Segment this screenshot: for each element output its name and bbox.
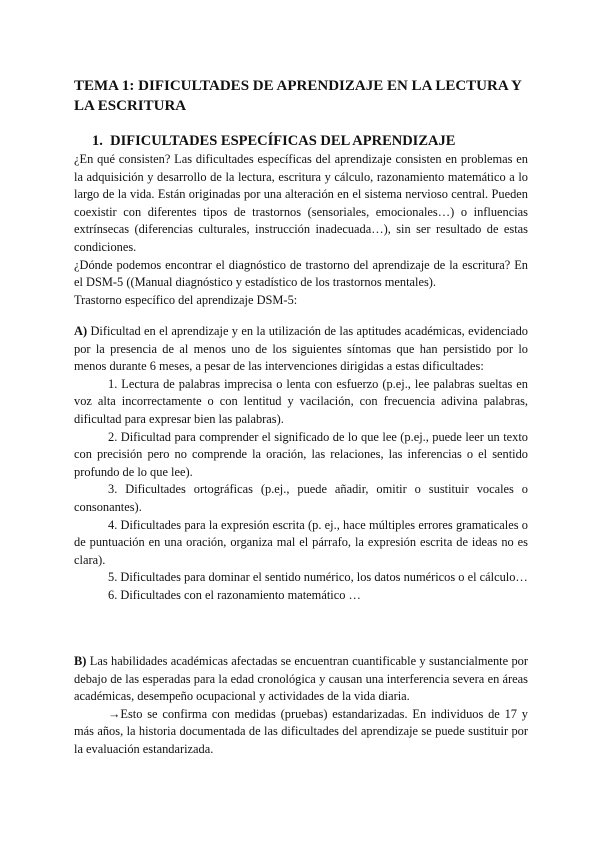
section-heading [92,132,455,150]
criterion-a-paragraph [74,323,528,376]
criterion-b-text: Las habilidades académicas afectadas se encuentran cuantificable y sustancialmente por debajo de las esperadas para la edad cronológica y causan una interferencia severa en áreas académicas, desempeño ocupacional y actividades de la vida diaria. [74,654,529,704]
list-item: 6. Dificultades con el razonamiento matemático … [108,587,361,602]
criterion-b [74,653,528,759]
criterion-b-paragraph [74,653,528,706]
list-item: 1. Lectura de palabras imprecisa o lenta con esfuerzo (p.ej., lee palabras sueltas en voz alta incorrectamente o con lentitud y vacilación, con frecuencia adivina palabras, dificultad para expresar bien las palabras). [74,376,528,426]
list-item: 3. Dificultades ortográficas (p.ej., puede añadir, omitir o sustituir vocales o consonantes). [74,482,528,514]
intro-paragraph: ¿En qué consisten? Las dificultades específicas del aprendizaje consisten en problemas en la adquisición y desarrollo de la lectura, escritura y cálculo, razonamiento matemático a lo largo de la vida. Están originadas por una alteración en el sistema nervioso central. Pueden coexistir con diferentes tipos de trastornos (sensoriales, emocionales…) o influencias extrínsecas (diferencias culturales, instrucción inadecuada…), sin ser resultado de estas condiciones. [74,152,528,254]
dsm-subtitle: Trastorno específico del aprendizaje DSM-5: [74,292,298,307]
criterion-b-label: B) [74,654,87,668]
criterion-a-text: Dificultad en el aprendizaje y en la utilización de las aptitudes académicas, evidenciado por la presencia de al menos uno de los siguientes síntomas que han persistido por lo menos durante 6 meses, a pesar de las intervenciones dirigidas a estas dificultades: [74,324,528,374]
list-item: 2. Dificultad para comprender el significado de lo que lee (p.ej., puede leer un texto con precisión pero no comprende la oración, las relaciones, las inferencias o el sentido profundo de lo que lee). [74,429,528,479]
section-number: 1. [92,133,103,149]
list-item: 4. Dificultades para la expresión escrita (p. ej., hace múltiples errores gramaticales o de puntuación en una oración, organiza mal el párrafo, la expresión escrita de ideas no es clara). [74,517,528,567]
intro-block [74,151,528,309]
section-heading-text: DIFICULTADES ESPECÍFICAS DEL APRENDIZAJE [110,133,456,149]
dsm-question: ¿Dónde podemos encontrar el diagnóstico de trastorno del aprendizaje de la escritura? En el DSM-5 ((Manual diagnóstico y estadístico de los trastornos mentales). [74,257,528,290]
criterion-a-label: A) [74,324,88,338]
page-title: TEMA 1: DIFICULTADES DE APRENDIZAJE EN LA LECTURA Y LA ESCRITURA [74,78,522,114]
list-item: 5. Dificultades para dominar el sentido numérico, los datos numéricos o el cálculo… [108,570,528,585]
criterion-a [74,323,528,605]
criterion-b-note: →Esto se confirma con medidas (pruebas) estandarizadas. En individuos de 17 y más años, la historia documentada de las dificultades del aprendizaje se puede sustituir por la evaluación estandarizada. [74,706,528,756]
